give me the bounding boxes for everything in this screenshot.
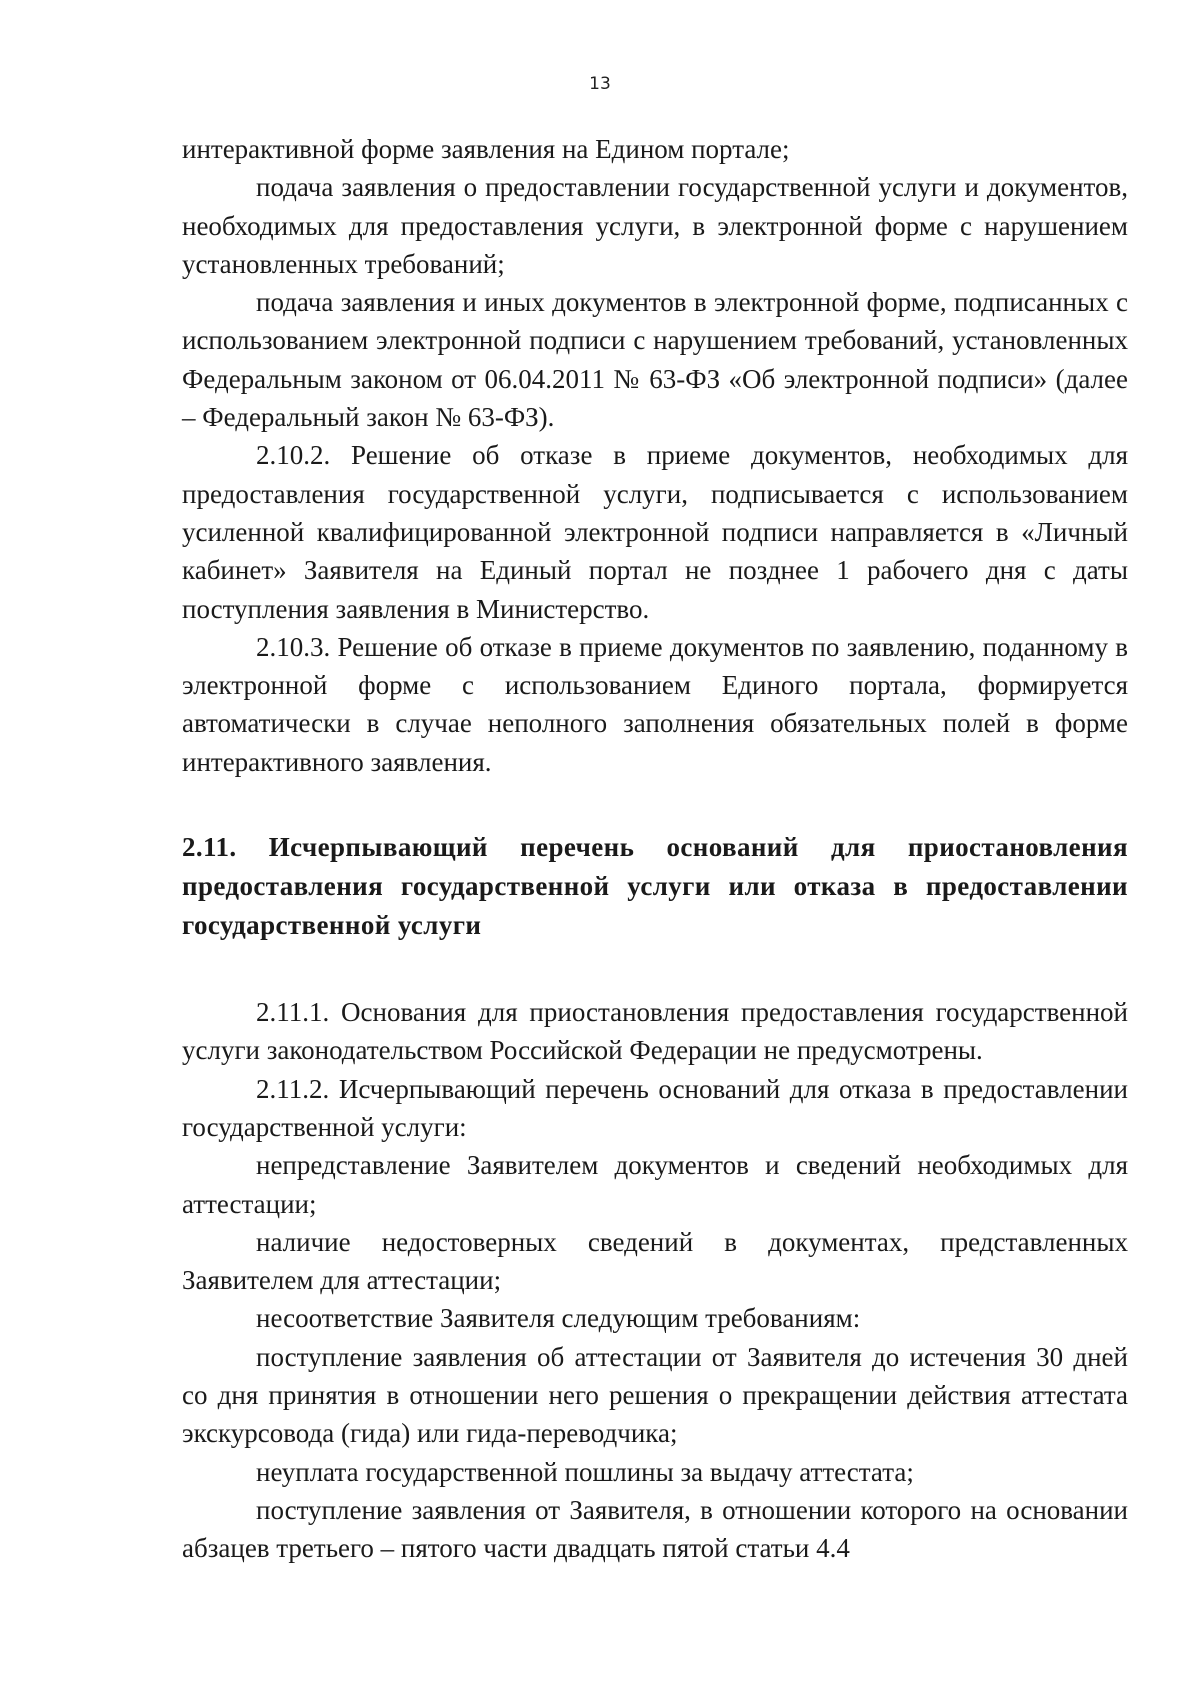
document-body xyxy=(182,130,1128,1568)
paragraph: наличие недостоверных сведений в документах, представленных Заявителем для аттестации; xyxy=(182,1226,1128,1296)
paragraph: 2.10.2. Решение об отказе в приеме документов, необходимых для предоставления государственной услуги, подписывается с использованием усиленной квалифицированной электронной подписи направляется в «Личный кабинет» Заявителя на Единый портал не позднее 1 рабочего дня с даты поступления заявления в Министерство. xyxy=(182,440,1128,624)
paragraph: поступление заявления от Заявителя, в отношении которого на основании абзацев третьего – пятого части двадцать пятой статьи 4.4 xyxy=(182,1494,1128,1564)
paragraph: поступление заявления об аттестации от Заявителя до истечения 30 дней со дня принятия в отношении него решения о прекращении действия аттестата экскурсовода (гида) или гида-переводчика; xyxy=(182,1341,1128,1449)
section-heading: 2.11. Исчерпывающий перечень оснований для приостановления предоставления государственной услуги или отказа в предоставлении государственной услуги xyxy=(182,832,1128,941)
paragraph: неуплата государственной пошлины за выдачу аттестата; xyxy=(256,1456,914,1487)
paragraph: 2.11.1. Основания для приостановления предоставления государственной услуги законодательством Российской Федерации не предусмотрены. xyxy=(182,997,1128,1066)
paragraph: 2.11.2. Исчерпывающий перечень оснований для отказа в предоставлении государственной услуги: xyxy=(182,1073,1128,1142)
paragraph: 2.10.3. Решение об отказе в приеме документов по заявлению, поданному в электронной форме с использованием Единого портала, формируется автоматически в случае неполного заполнения обязательных полей в форме интерактивного заявления. xyxy=(182,631,1128,777)
paragraph: подача заявления и иных документов в электронной форме, подписанных с использованием электронной подписи с нарушением требований, установленных Федеральным законом от 06.04.2011 № 63-ФЗ «Об электронной подписи» (далее – Федеральный закон № 63-ФЗ). xyxy=(182,287,1128,433)
paragraph: несоответствие Заявителя следующим требованиям: xyxy=(256,1303,861,1334)
paragraph: непредставление Заявителем документов и сведений необходимых для аттестации; xyxy=(182,1150,1128,1219)
paragraph: интерактивной форме заявления на Едином портале; xyxy=(182,134,790,164)
page-number: 13 xyxy=(589,74,611,94)
paragraph: подача заявления о предоставлении государственной услуги и документов, необходимых для предоставления услуги, в электронной форме с нарушением установленных требований; xyxy=(182,172,1128,279)
